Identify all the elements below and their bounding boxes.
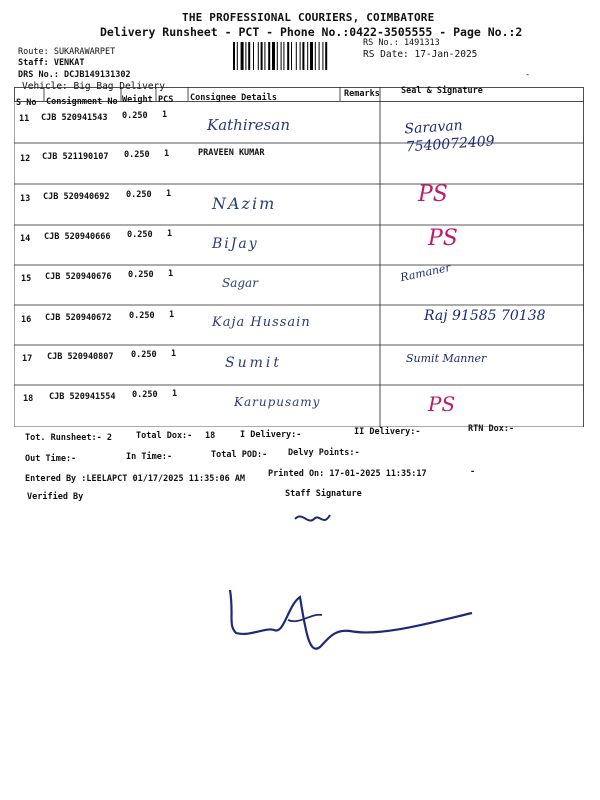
- row-consignment: CJB 520940666: [44, 232, 111, 242]
- row-consignment: CJB 520941554: [49, 392, 116, 402]
- row-sno: 13: [20, 194, 31, 204]
- row-sno: 14: [20, 234, 31, 244]
- row-signature: Ramaner: [399, 260, 452, 285]
- row-pcs: 1: [171, 349, 177, 359]
- row-consignment: CJB 520941543: [41, 113, 108, 123]
- row-sno: 18: [23, 394, 34, 404]
- row-signature: Raj 91585 70138: [424, 308, 546, 324]
- row-consignee-handwritten: Sumit: [225, 355, 282, 371]
- printed-on: Printed On: 17-01-2025 11:35:17: [268, 469, 427, 479]
- barcode: [233, 42, 357, 70]
- rs-date: RS Date: 17-Jan-2025: [363, 49, 478, 60]
- row-consignee-handwritten: Kathiresan: [207, 116, 290, 134]
- row-sno: 12: [20, 154, 31, 164]
- total-dox-value: 18: [205, 431, 216, 441]
- ii-delivery: II Delivery:-: [354, 427, 421, 437]
- verified-signature-mark: [210, 585, 490, 665]
- staff-label: Staff: VENKAT: [18, 58, 85, 68]
- col-header-remarks: Remarks: [344, 89, 380, 99]
- staff-signature-label: Staff Signature: [285, 489, 362, 499]
- row-pcs: 1: [168, 269, 174, 279]
- row-consignment: CJB 520940672: [45, 313, 112, 323]
- col-header-seal-signature: Seal & Signature: [401, 86, 483, 96]
- route-label: Route: SUKARAWARPET: [18, 47, 116, 57]
- row-consignment: CJB 520940692: [43, 192, 110, 202]
- row-sno: 11: [19, 114, 30, 124]
- out-time: Out Time:-: [25, 454, 77, 464]
- rs-number: RS No.: 1491313: [363, 38, 440, 48]
- row-weight: 0.250: [126, 190, 152, 200]
- i-delivery: I Delivery:-: [240, 430, 302, 440]
- col-header-pcs: PCS: [158, 95, 174, 105]
- total-pod: Total POD:-: [211, 450, 268, 460]
- row-consignee-handwritten: Sagar: [222, 276, 258, 290]
- row-consignment: CJB 520940676: [45, 272, 112, 282]
- row-weight: 0.250: [122, 111, 148, 121]
- row-sno: 17: [22, 354, 33, 364]
- row-consignee: PRAVEEN KUMAR: [198, 148, 265, 158]
- row-signature: PS: [418, 182, 448, 207]
- total-dox-label: Total Dox:-: [136, 431, 193, 441]
- row-weight: 0.250: [128, 270, 154, 280]
- row-consignee-handwritten: BiJay: [212, 236, 259, 252]
- runsheet-subtitle: Delivery Runsheet - PCT - Phone No.:0422-3505555 - Page No.:2: [100, 25, 523, 39]
- vehicle-label: Vehicle: Big Bag Delivery: [22, 81, 165, 92]
- row-consignee-handwritten: Karupusamy: [234, 395, 321, 409]
- col-header-consignee: Consignee Details: [190, 93, 277, 103]
- col-header-weight: Weight: [122, 95, 153, 105]
- row-consignment: CJB 521190107: [42, 152, 109, 162]
- company-name: THE PROFESSIONAL COURIERS, COIMBATORE: [182, 11, 435, 24]
- row-signature: PS: [428, 226, 458, 251]
- row-pcs: 1: [167, 229, 173, 239]
- row-pcs: 1: [164, 149, 170, 159]
- row-signature: Sumit Manner: [406, 352, 487, 365]
- delvy-points: Delvy Points:-: [288, 448, 360, 458]
- drs-number: DRS No.: DCJB149131302: [18, 70, 131, 80]
- row-weight: 0.250: [127, 230, 153, 240]
- entered-by: Entered By :LEELAPCT 01/17/2025 11:35:06 AM: [25, 474, 246, 484]
- staff-signature-mark: [290, 505, 340, 535]
- row-pcs: 1: [169, 310, 175, 320]
- row-signature: PS: [428, 392, 456, 416]
- row-pcs: 1: [166, 189, 172, 199]
- in-time: In Time:-: [126, 452, 173, 462]
- rtn-dox: RTN Dox:-: [468, 424, 515, 434]
- col-header-sno: S No: [16, 98, 37, 108]
- row-sno: 16: [21, 315, 32, 325]
- dash-mark: -: [470, 467, 476, 477]
- row-sno: 15: [21, 274, 32, 284]
- row-consignee-handwritten: NAzim: [212, 194, 277, 213]
- row-weight: 0.250: [129, 311, 155, 321]
- row-consignment: CJB 520940807: [47, 352, 114, 362]
- row-pcs: 1: [172, 389, 178, 399]
- verified-by: Verified By: [27, 492, 84, 502]
- row-signature: Saravan 7540072409: [403, 117, 496, 156]
- row-weight: 0.250: [124, 150, 150, 160]
- dash-mark: -: [525, 70, 531, 80]
- row-consignee-handwritten: Kaja Hussain: [212, 315, 311, 330]
- row-weight: 0.250: [131, 350, 157, 360]
- tot-runsheet: Tot. Runsheet:- 2: [25, 433, 112, 443]
- row-weight: 0.250: [132, 390, 158, 400]
- col-header-consignment: Consignment No: [46, 97, 118, 107]
- row-pcs: 1: [162, 110, 168, 120]
